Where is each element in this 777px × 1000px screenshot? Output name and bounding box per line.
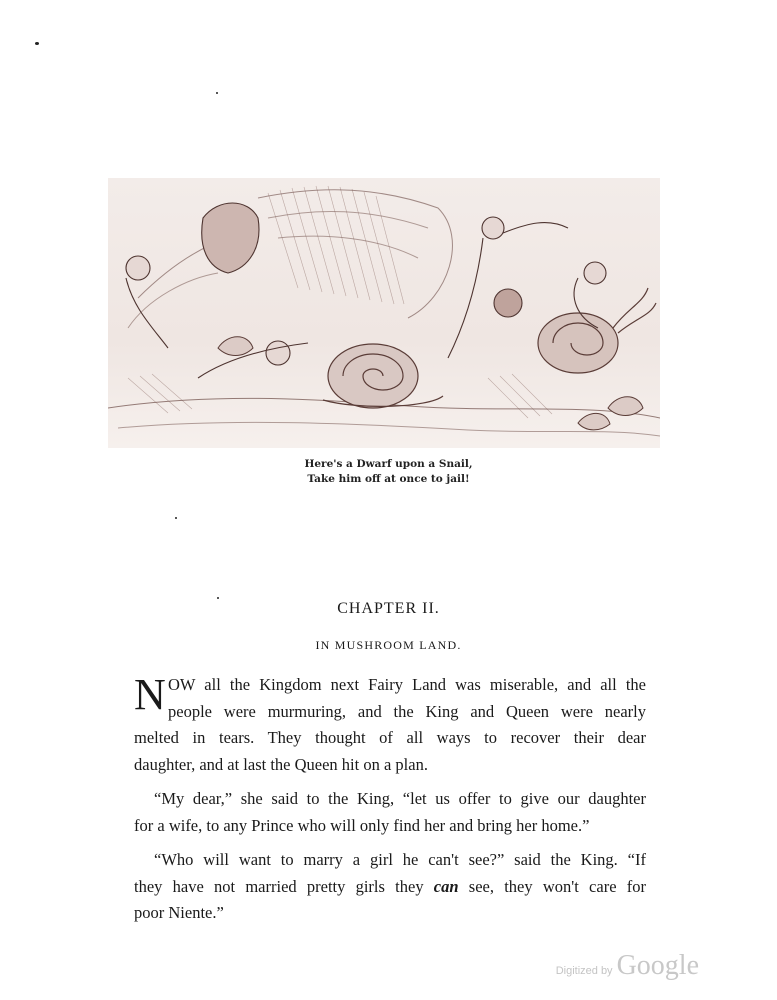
google-logo: Google [616, 950, 699, 981]
chapter-title: CHAPTER II. [337, 600, 440, 617]
text-line [134, 874, 646, 901]
engraving-icon [108, 178, 660, 448]
illustration-caption [0, 457, 777, 487]
text-line: melted in tears. They thought of all ways to recover their dear [134, 728, 646, 747]
text-run: they have not married pretty girls they [134, 876, 434, 896]
paragraph [134, 672, 646, 778]
emphasis-text: can [433, 876, 459, 896]
text-line: “My dear,” she said to the King, “let us offer to give our daughter [154, 789, 646, 808]
text-line: for a wife, to any Prince who will only find her and bring her home.” [134, 815, 590, 835]
speck [35, 42, 39, 45]
caption-line: Here's a Dwarf upon a Snail, [304, 458, 473, 470]
text-run: see, they won't care for [458, 876, 646, 896]
chapter-body [134, 672, 646, 927]
fairy-illustration [108, 178, 660, 448]
text-line: daughter, and at last the Queen hit on a plan. [134, 754, 428, 774]
digitized-watermark [556, 950, 699, 982]
drop-cap: N [134, 670, 166, 719]
text-line: OW all the Kingdom next Fairy Land was miserable, and all the [168, 675, 646, 694]
paragraph [134, 786, 646, 839]
text-line: poor Niente.” [134, 903, 224, 922]
chapter-subtitle: IN MUSHROOM LAND. [315, 638, 462, 652]
speck [217, 597, 219, 599]
watermark-prefix: Digitized by [555, 965, 613, 977]
speck [216, 92, 218, 94]
text-line: “Who will want to marry a girl he can't see?” said the King. “If [154, 850, 646, 869]
caption-line: Take him off at once to jail! [307, 473, 470, 485]
text-line: people were murmuring, and the King and Queen were nearly [168, 701, 646, 721]
paragraph [134, 847, 646, 927]
speck [175, 517, 177, 519]
